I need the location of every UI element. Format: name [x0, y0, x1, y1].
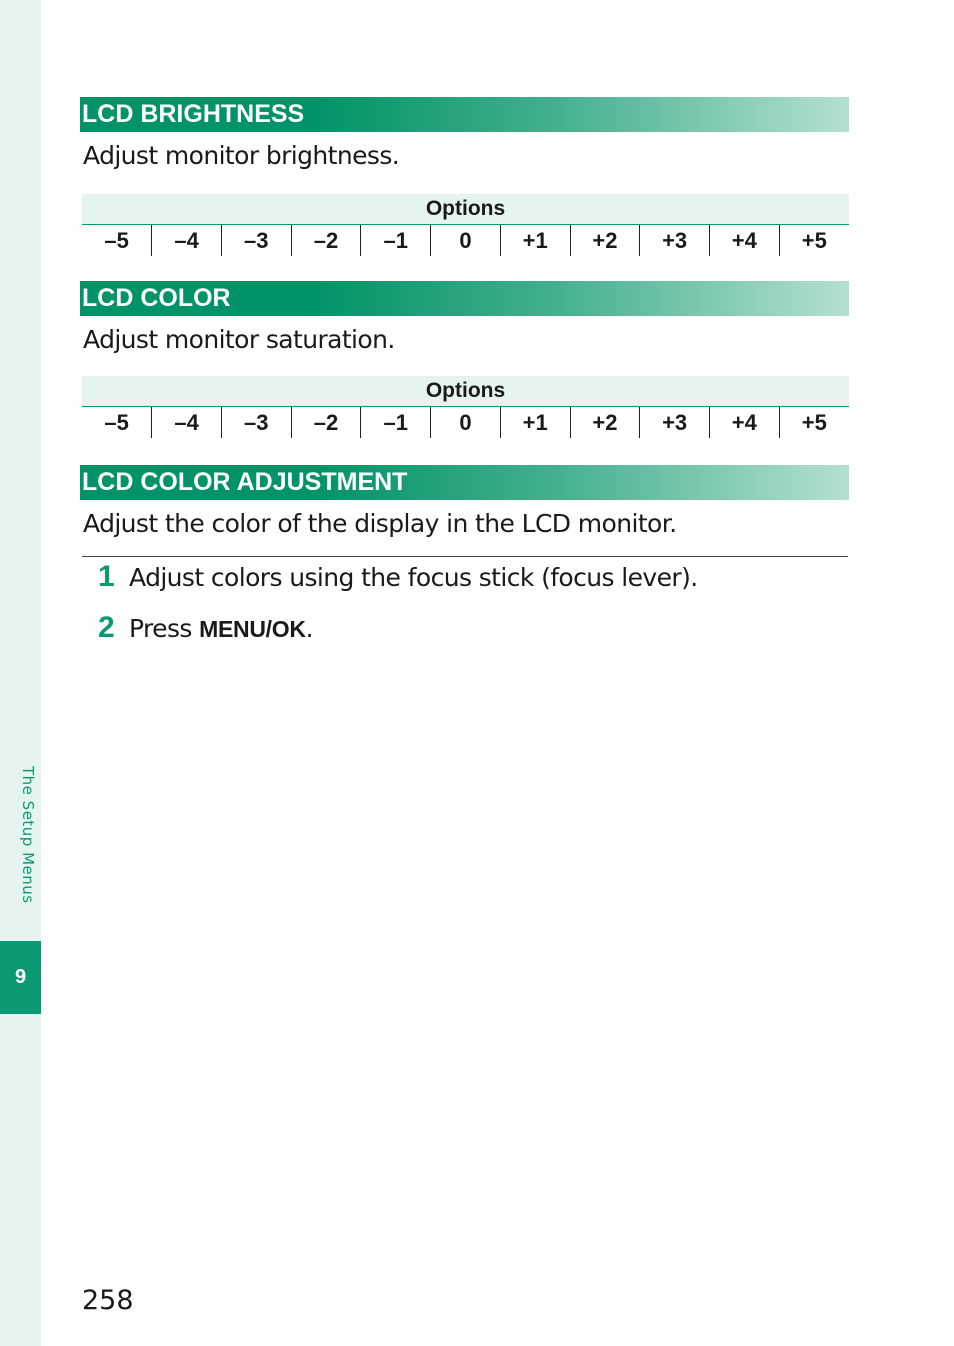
- option-value: 0: [431, 225, 501, 257]
- step-1: [98, 560, 698, 594]
- step-2: [98, 611, 313, 645]
- step-number: 1: [98, 560, 115, 593]
- options-header: Options: [82, 376, 849, 407]
- section-lcd-color: [80, 281, 849, 438]
- section-description: Adjust the color of the display in the LCD monitor.: [83, 509, 677, 538]
- option-value: –4: [152, 225, 222, 257]
- section-lcd-color-adjustment: [80, 465, 849, 539]
- option-value: –5: [104, 227, 129, 253]
- option-value: 0: [431, 407, 501, 439]
- side-strip: [0, 0, 41, 1346]
- option-value: +5: [779, 407, 849, 439]
- option-value: –5: [104, 409, 129, 435]
- option-value: +1: [500, 407, 570, 439]
- option-value: +4: [709, 407, 779, 439]
- options-table: [82, 376, 849, 438]
- option-value: –1: [361, 407, 431, 439]
- step-text-suffix: .: [305, 614, 314, 643]
- chapter-number: 9: [14, 966, 27, 988]
- step-text: [129, 614, 313, 643]
- section-heading: LCD COLOR ADJUSTMENT: [80, 465, 849, 500]
- option-value: +3: [640, 407, 710, 439]
- page-number: 258: [82, 1285, 134, 1316]
- option-value: +2: [570, 407, 640, 439]
- step-text: Adjust colors using the focus stick (focus lever).: [129, 563, 698, 592]
- option-value: +2: [570, 225, 640, 257]
- option-value: +1: [500, 225, 570, 257]
- option-value: –1: [361, 225, 431, 257]
- option-value: –3: [221, 225, 291, 257]
- chapter-tab: [0, 941, 41, 1014]
- chapter-label: The Setup Menus: [19, 766, 37, 904]
- options-header: Options: [82, 194, 849, 225]
- option-value: +5: [779, 225, 849, 257]
- option-value: –4: [152, 407, 222, 439]
- option-value: –2: [291, 225, 361, 257]
- section-divider: [82, 556, 848, 557]
- option-value: +4: [709, 225, 779, 257]
- option-value: –2: [291, 407, 361, 439]
- menu-ok-key: MENU/OK: [199, 616, 306, 642]
- options-table: [82, 194, 849, 256]
- section-description: Adjust monitor brightness.: [83, 141, 400, 170]
- option-value: +3: [640, 225, 710, 257]
- option-value: –3: [221, 407, 291, 439]
- step-text-prefix: Press: [129, 614, 200, 643]
- section-description: Adjust monitor saturation.: [83, 325, 395, 354]
- section-heading: LCD BRIGHTNESS: [80, 97, 849, 132]
- section-heading: LCD COLOR: [80, 281, 849, 316]
- step-number: 2: [98, 611, 115, 644]
- section-lcd-brightness: [80, 97, 849, 256]
